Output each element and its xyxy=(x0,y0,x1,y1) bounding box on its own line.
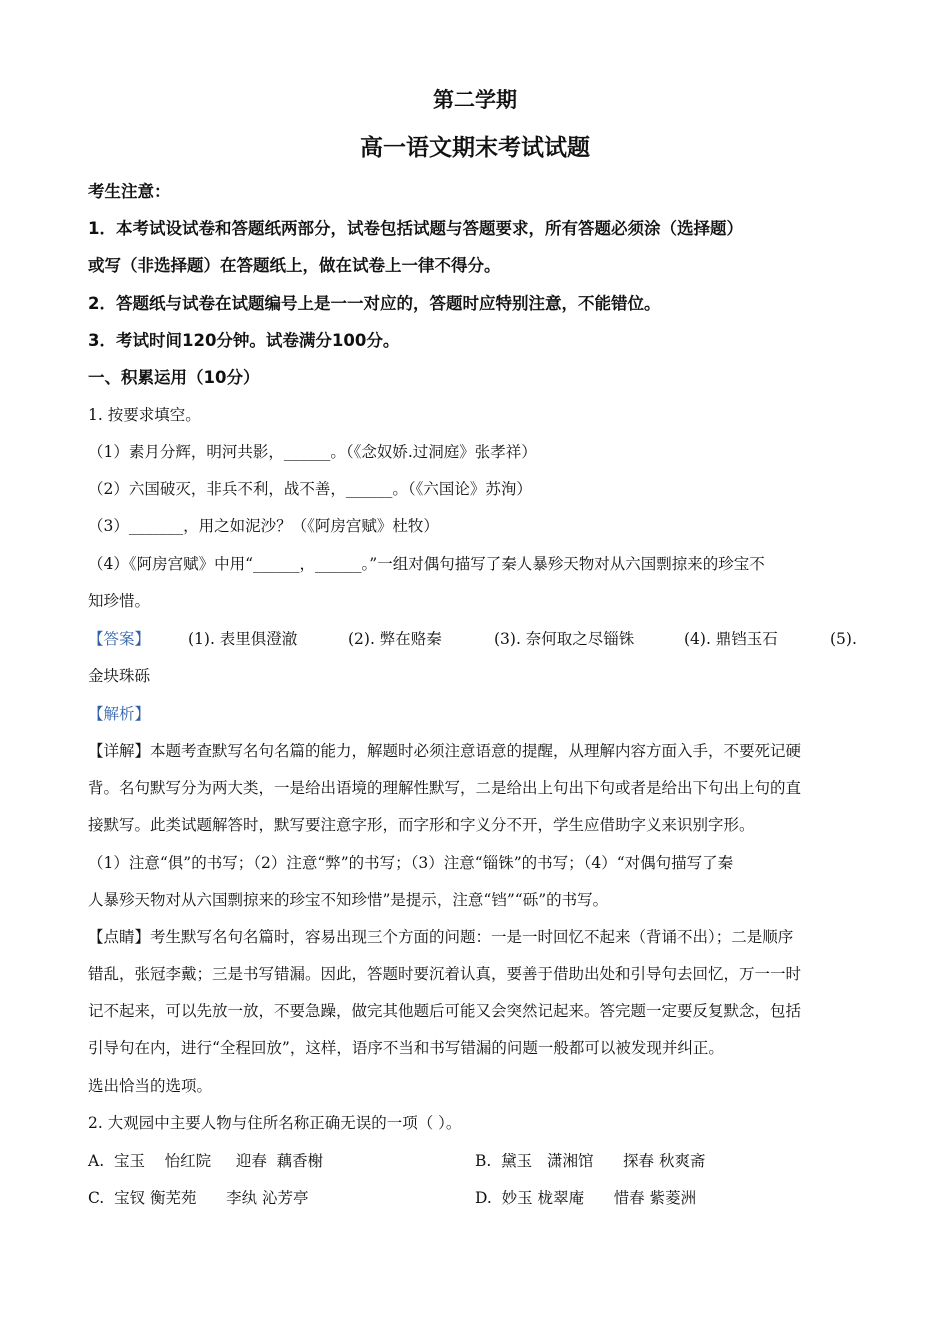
answer-item: (2). 弊在赂秦 xyxy=(348,630,442,648)
question-1-sub-3: （3）_______，用之如泥沙？（《阿房宫赋》杜牧） xyxy=(88,517,439,535)
option-d: D. 妙玉 栊翠庵 惜春 紫菱洲 xyxy=(475,1189,697,1207)
analysis-tag: 【解析】 xyxy=(88,705,151,723)
option-a: A. 宝玉 怡红院 迎春 藕香榭 xyxy=(88,1152,324,1170)
detail-line-2: 背。名句默写分为两大类，一是给出语境的理解性默写，二是给出上句出下句或者是给出下句出上句的直 xyxy=(88,779,802,797)
tip-line-2: 错乱，张冠李戴；三是书写错漏。因此，答题时要沉着认真，要善于借助出处和引导句去回忆，万一一时 xyxy=(88,965,802,983)
answer-item: (4). 鼎铛玉石 xyxy=(684,630,778,648)
answer-continuation: 金块珠砾 xyxy=(88,667,151,685)
answer-item: (5). xyxy=(830,630,857,648)
notice-item-2: 2．答题纸与试卷在试题编号上是一一对应的，答题时应特别注意，不能错位。 xyxy=(88,294,661,313)
note-line-1: （1）注意“俱”的书写；（2）注意“弊”的书写；（3）注意“锱铢”的书写；（4）“对偶句描写了秦 xyxy=(88,854,734,872)
question-2-stem: 2. 大观园中主要人物与住所名称正确无误的一项（ ）。 xyxy=(88,1114,462,1132)
notice-item-1-line-2: 或写（非选择题）在答题纸上，做在试卷上一律不得分。 xyxy=(88,256,501,275)
notice-item-1-line-1: 1．本考试设试卷和答题纸两部分，试卷包括试题与答题要求，所有答题必须涂（选择题） xyxy=(88,219,743,238)
exam-title: 高一语文期末考试试题 xyxy=(360,135,590,161)
answer-item: (3). 奈何取之尽锱铢 xyxy=(494,630,635,648)
detail-line-3: 接默写。此类试题解答时，默写要注意字形，而字形和字义分不开，学生应借助字义来识别字形。 xyxy=(88,816,755,834)
question-1-sub-1: （1）素月分辉，明河共影，______。（《念奴娇.过洞庭》张孝祥） xyxy=(88,443,537,461)
question-1-sub-4-line-2: 知珍惜。 xyxy=(88,592,151,610)
term-heading: 第二学期 xyxy=(433,88,517,112)
section-1-heading: 一、积累运用（10分） xyxy=(88,368,260,387)
notice-heading: 考生注意： xyxy=(88,182,171,201)
note-line-2: 人暴殄天物对从六国剽掠来的珍宝不知珍惜”是提示，注意“铛”“砾”的书写。 xyxy=(88,891,609,909)
option-b: B. 黛玉 潇湘馆 探春 秋爽斋 xyxy=(475,1152,706,1170)
option-c: C. 宝钗 衡芜苑 李纨 沁芳亭 xyxy=(88,1189,309,1207)
tip-line-4: 引导句在内，进行“全程回放”，这样，语序不当和书写错漏的问题一般都可以被发现并纠正。 xyxy=(88,1039,724,1057)
notice-item-3: 3．考试时间120分钟。试卷满分100分。 xyxy=(88,331,400,350)
question-1-stem: 1. 按要求填空。 xyxy=(88,406,201,424)
question-1-sub-2: （2）六国破灭，非兵不利，战不善，______。（《六国论》苏洵） xyxy=(88,480,532,498)
tip-line-3: 记不起来，可以先放一放，不要急躁，做完其他题后可能又会突然记起来。答完题一定要反复默念，包括 xyxy=(88,1002,802,1020)
question-1-sub-4-line-1: （4）《阿房宫赋》中用“______，______。”一组对偶句描写了秦人暴殄天物对从六国剽掠来的珍宝不 xyxy=(88,555,765,573)
answer-item: (1). 表里俱澄澈 xyxy=(188,630,298,648)
detail-line-1: 【详解】本题考查默写名句名篇的能力，解题时必须注意语意的提醒，从理解内容方面入手，不要死记硬 xyxy=(88,742,802,760)
instruction-text: 选出恰当的选项。 xyxy=(88,1077,213,1095)
answer-tag: 【答案】 xyxy=(88,630,151,648)
tip-line-1: 【点睛】考生默写名句名篇时，容易出现三个方面的问题：一是一时回忆不起来（背诵不出）；二是顺序 xyxy=(88,928,794,946)
